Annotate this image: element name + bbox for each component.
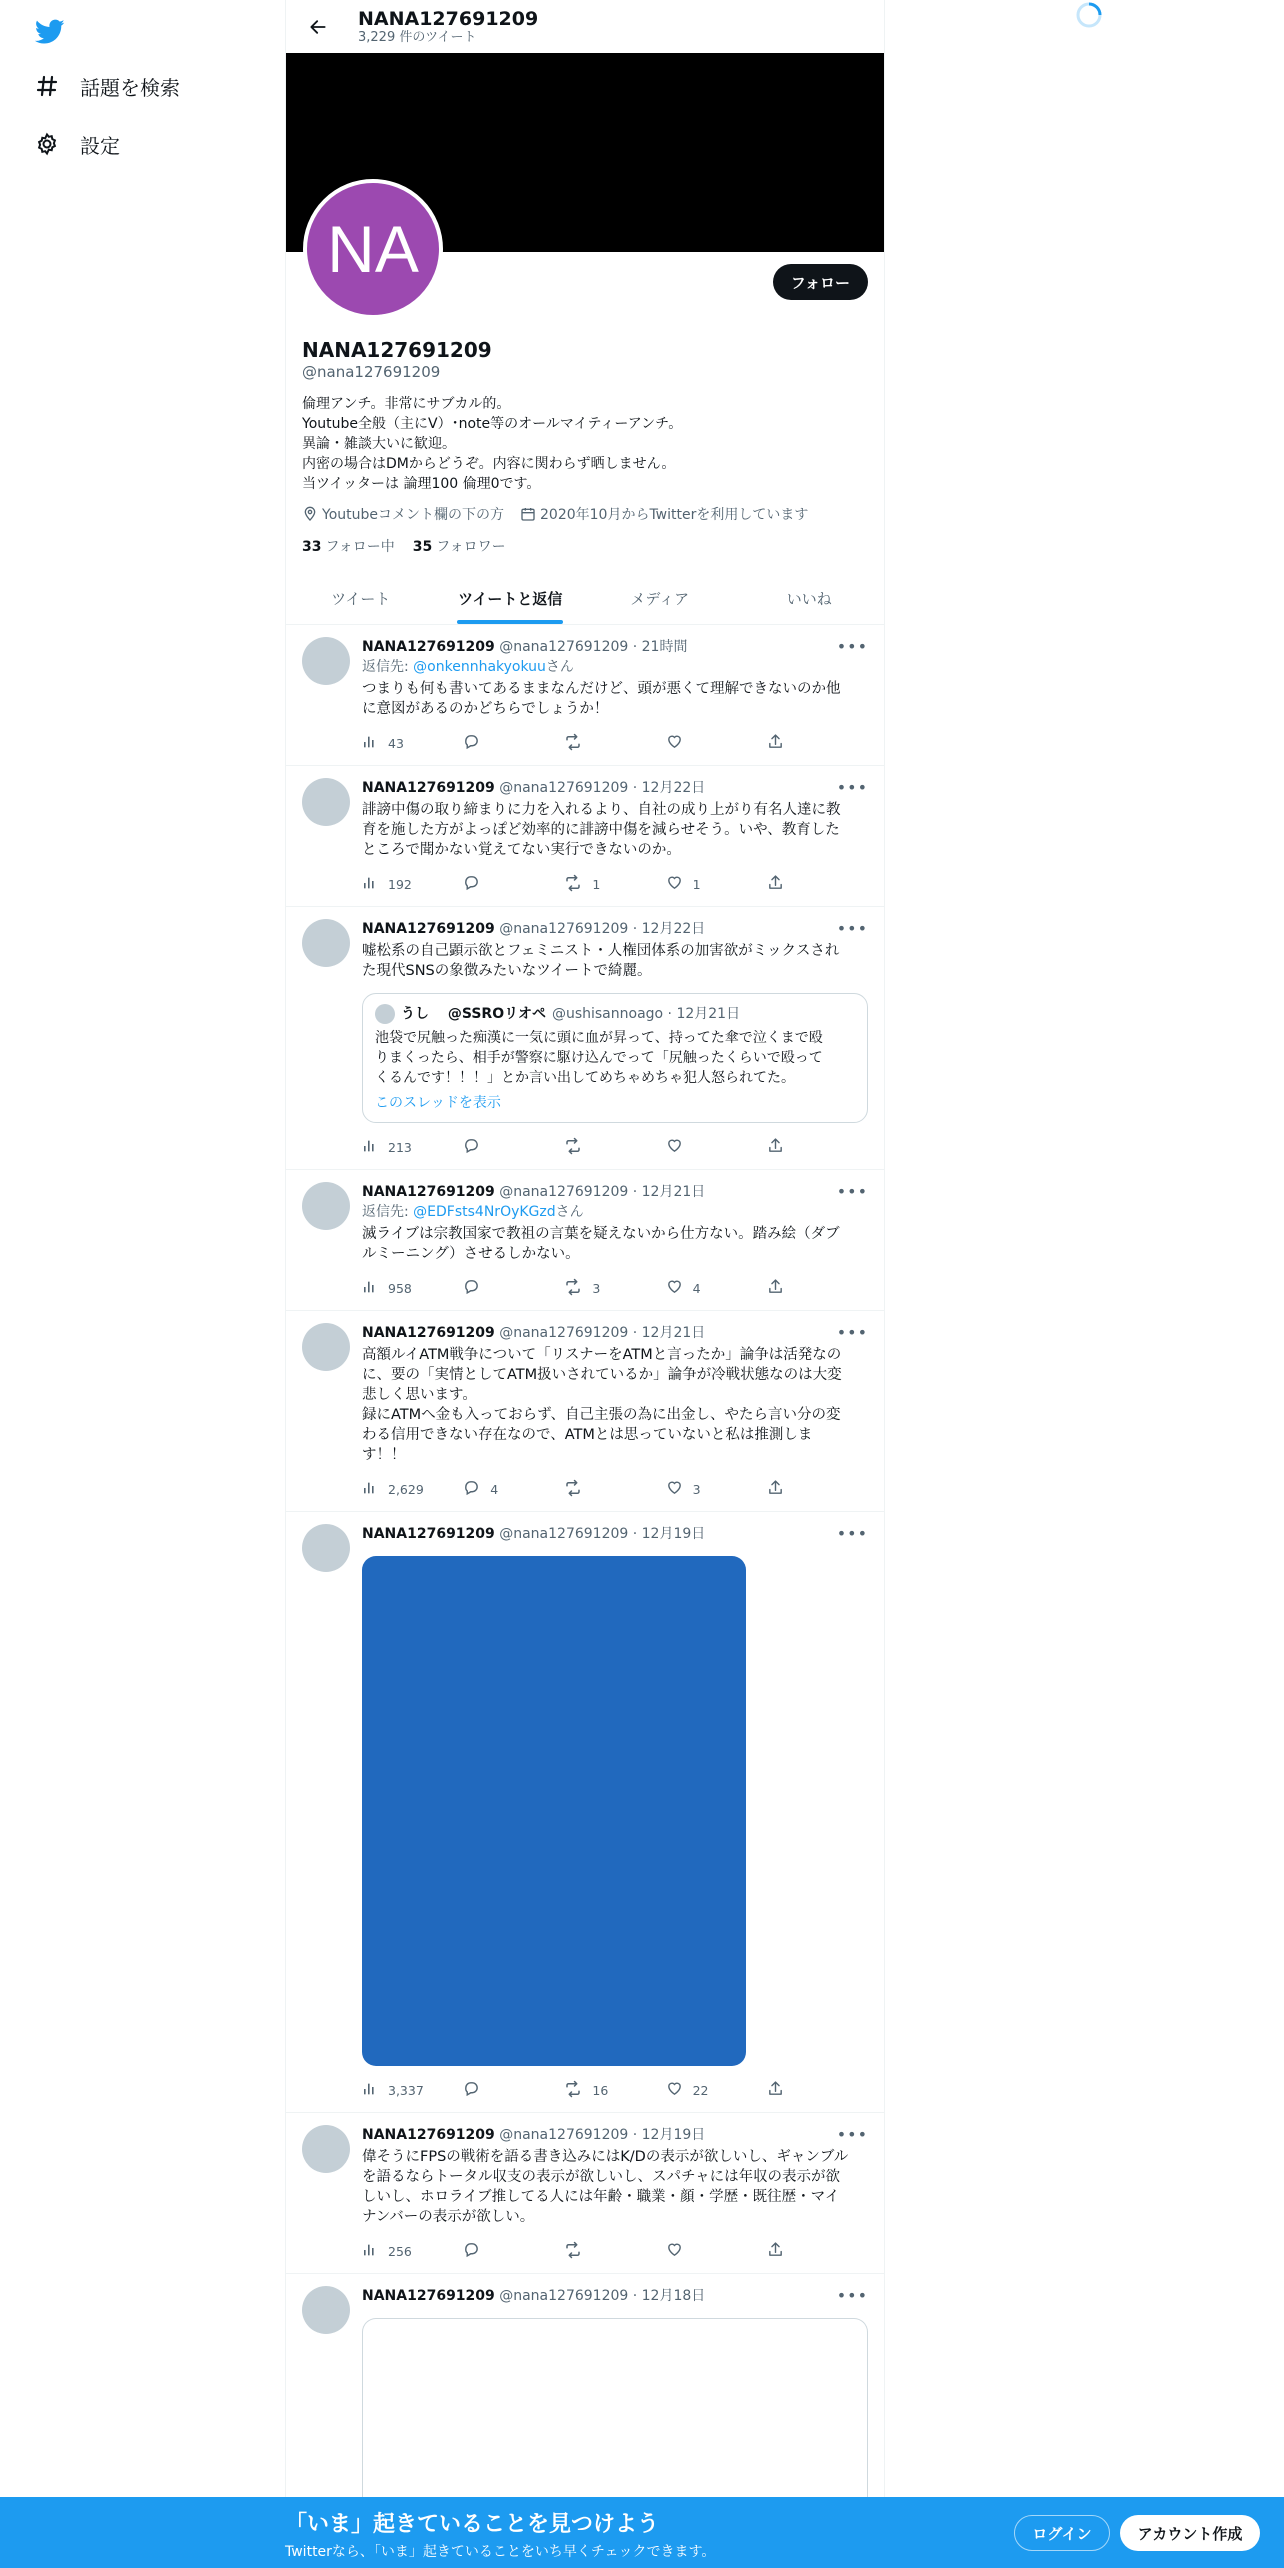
views-count: 43: [388, 735, 404, 751]
views-count: 3,337: [388, 2082, 424, 2098]
more-options-icon[interactable]: •••: [836, 919, 868, 938]
tab-likes[interactable]: いいね: [786, 589, 832, 608]
tweet-author-name[interactable]: NANA127691209: [362, 1325, 495, 1341]
tweet[interactable]: [286, 907, 884, 1170]
reply-prefix: 返信先:: [362, 1204, 414, 1220]
share-action[interactable]: [767, 733, 784, 753]
tweet-text: [362, 2147, 868, 2227]
header-name: NANA127691209: [358, 7, 539, 30]
reply-icon: [463, 1137, 480, 1157]
reply-to-link[interactable]: @onkennhakyokuu: [413, 659, 546, 675]
tweet-text-line: を語るならトータル収支の表示が欲しいし、スパチャには年収の表示が欲: [362, 2169, 841, 2185]
views-icon: [362, 1480, 378, 1499]
tweet-avatar[interactable]: [302, 2125, 350, 2173]
tweet-header: [362, 778, 868, 798]
quote-handle-time: @ushisannoago · 12月21日: [551, 1006, 741, 1022]
tweet[interactable]: [286, 2113, 884, 2274]
views-count: 213: [388, 1139, 412, 1155]
tweet-handle-time: @nana127691209 · 12月22日: [499, 780, 706, 796]
reply-icon: [463, 1278, 480, 1298]
tweet-text-line: 誹謗中傷の取り締まりに力を入れるより、自社の成り上がり有名人達に教: [362, 802, 841, 818]
share-icon: [767, 874, 784, 894]
tweet-handle-time: @nana127691209 · 21時間: [499, 639, 688, 655]
tweet-text-line: に意図があるのかどちらでしょうか！: [362, 701, 609, 717]
nav-settings[interactable]: [30, 122, 120, 166]
bio-line: Youtube全般（主にV）･note等のオールマイティーアンチ。: [302, 416, 683, 432]
tweet-text-line: す！！: [362, 1447, 406, 1463]
tab-tweets[interactable]: ツイート: [331, 589, 391, 608]
more-options-icon[interactable]: •••: [836, 1323, 868, 1342]
views-action[interactable]: [362, 2081, 463, 2100]
reply-action[interactable]: [463, 2080, 564, 2100]
gear-icon: [30, 127, 64, 161]
views-count: 958: [388, 1280, 412, 1296]
more-options-icon[interactable]: •••: [836, 778, 868, 797]
followers-label: フォロワー: [436, 539, 506, 555]
retweet-icon: [564, 1137, 582, 1158]
tweet-author-name[interactable]: NANA127691209: [362, 2288, 495, 2304]
tweet-text-line: ナンバーの表示が欲しい。: [362, 2209, 535, 2225]
retweet-icon: [564, 874, 582, 895]
profile-avatar[interactable]: NA: [303, 179, 443, 319]
views-action[interactable]: [362, 2242, 463, 2261]
more-options-icon[interactable]: •••: [836, 2286, 868, 2305]
following-label: フォロー中: [325, 539, 395, 555]
tweet-handle-time: @nana127691209 · 12月21日: [499, 1325, 706, 1341]
tweet-text-line: わる信用できない存在なので、ATMとは思っていないと私は推測しま: [362, 1427, 813, 1443]
profile-location-text: Youtubeコメント欄の下の方: [322, 507, 504, 523]
tweet-actions: [362, 2080, 868, 2100]
profile-handle: @nana127691209: [302, 363, 441, 381]
views-icon: [362, 734, 378, 753]
views-action[interactable]: [362, 1138, 463, 1157]
tweet-author-name[interactable]: NANA127691209: [362, 639, 495, 655]
reply-action[interactable]: [463, 874, 564, 894]
quote-text-line: 池袋で尻触った痴漢に一気に頭に血が昇って、持ってた傘で泣くまで殴: [375, 1030, 823, 1046]
quote-text: [375, 1028, 855, 1088]
reply-icon: [463, 2241, 480, 2261]
follow-button[interactable]: フォロー: [773, 264, 868, 300]
tweet-avatar[interactable]: [302, 1524, 350, 1572]
share-action[interactable]: [767, 2241, 784, 2261]
retweet-action[interactable]: [564, 1479, 665, 1500]
views-icon: [362, 2081, 378, 2100]
tweet-handle-time: @nana127691209 · 12月19日: [499, 2127, 706, 2143]
tweet-text-line: ルミーニング）させるしかない。: [362, 1246, 580, 1262]
views-count: 2,629: [388, 1481, 424, 1497]
show-thread-link[interactable]: このスレッドを表示: [375, 1095, 501, 1111]
tweet-header: [362, 637, 868, 657]
more-options-icon[interactable]: •••: [836, 1524, 868, 1543]
tweet-avatar[interactable]: [302, 778, 350, 826]
views-icon: [362, 1279, 378, 1298]
bio-line: 当ツイッターは 論理100 倫理0です。: [302, 476, 541, 492]
tweet[interactable]: [286, 1311, 884, 1512]
reply-action[interactable]: [463, 1278, 564, 1298]
nav-explore[interactable]: [30, 64, 180, 108]
tweet-text-line: 録にATMへ金も入っておらず、自己主張の為に出金し、やたら言い分の変: [362, 1407, 841, 1423]
retweet-icon: [564, 733, 582, 754]
like-action[interactable]: [666, 1137, 767, 1157]
retweet-action[interactable]: [564, 1278, 665, 1299]
nav-settings-label: 設定: [80, 133, 120, 158]
more-options-icon[interactable]: •••: [836, 1182, 868, 1201]
tweet-text-line: しいし、ホロライブ推してる人には年齢・職業・顔・学歴・既往歴・マイ: [362, 2189, 840, 2205]
reply-count: 4: [490, 1481, 499, 1497]
heart-icon: [666, 2080, 683, 2100]
tweet-media-card[interactable]: [362, 2318, 868, 2498]
tweet-text-line: ところで聞かない覚えてない実行できないのか。: [362, 842, 681, 858]
loading-spinner-icon: [1074, 0, 1104, 30]
tweet-text: [362, 1224, 868, 1264]
retweet-action[interactable]: [564, 874, 665, 895]
bio-line: 内密の場合はDMからどうぞ。内容に関わらず晒しません。: [302, 456, 676, 472]
reply-to-line: [362, 1202, 868, 1222]
profile-name: NANA127691209: [302, 338, 492, 362]
nav-explore-label: 話題を検索: [80, 75, 180, 100]
retweet-icon: [564, 1479, 582, 1500]
reply-icon: [463, 733, 480, 753]
share-icon: [767, 1479, 784, 1499]
tweet-text-line: 偉そうにFPSの戦術を語る書き込みにはK/Dの表示が欲しいし、ギャンブル: [362, 2149, 849, 2165]
bottom-bar-title: 「いま」起きていることを見つけよう: [285, 2512, 660, 2537]
like-action[interactable]: [666, 1479, 767, 1499]
tweet[interactable]: [286, 766, 884, 907]
heart-icon: [666, 1137, 683, 1157]
quote-author-name: うし @SSROリオペ: [401, 1006, 546, 1022]
share-action[interactable]: [767, 1278, 784, 1298]
share-icon: [767, 1137, 784, 1157]
tweet-actions: [362, 1278, 868, 1298]
share-action[interactable]: [767, 2080, 784, 2100]
heart-icon: [666, 2241, 683, 2261]
tab-tweets-replies[interactable]: ツイートと返信: [436, 572, 586, 624]
like-action[interactable]: [666, 2080, 767, 2100]
calendar-icon: [520, 506, 536, 522]
share-action[interactable]: [767, 1137, 784, 1157]
heart-icon: [666, 1278, 683, 1298]
views-icon: [362, 1138, 378, 1157]
views-icon: [362, 875, 378, 894]
more-options-icon[interactable]: •••: [836, 2125, 868, 2144]
quote-avatar: [375, 1004, 395, 1024]
tweet[interactable]: [286, 1512, 884, 2113]
signup-button[interactable]: アカウント作成: [1120, 2515, 1260, 2551]
views-count: 256: [388, 2243, 412, 2259]
tweet-text: [362, 1345, 868, 1465]
tweet-avatar[interactable]: [302, 919, 350, 967]
tweet-handle-time: @nana127691209 · 12月21日: [499, 1184, 706, 1200]
followers-count: 35: [412, 539, 433, 555]
tweet-author-name[interactable]: NANA127691209: [362, 2127, 495, 2143]
twitter-logo-icon[interactable]: [30, 12, 70, 52]
views-action[interactable]: [362, 1480, 463, 1499]
top-header: [286, 0, 884, 53]
like-count: 22: [692, 2082, 709, 2098]
heart-icon: [666, 874, 683, 894]
tweet-header: [362, 1182, 868, 1202]
share-action[interactable]: [767, 874, 784, 894]
profile-follow-counts: [302, 536, 868, 556]
share-icon: [767, 2241, 784, 2261]
heart-icon: [666, 733, 683, 753]
bio-line: 異論・雑談大いに歓迎。: [302, 436, 456, 452]
tweet[interactable]: [286, 1170, 884, 1311]
location-pin-icon: [302, 506, 318, 522]
views-count: 192: [388, 876, 412, 892]
bottom-signup-bar: [0, 2497, 1284, 2568]
tweet-actions: [362, 1137, 868, 1157]
tweet-actions: [362, 1479, 868, 1499]
tweet-author-name[interactable]: NANA127691209: [362, 780, 495, 796]
reply-prefix: 返信先:: [362, 659, 414, 675]
tweet-header: [362, 1323, 868, 1343]
reply-action[interactable]: [463, 1479, 564, 1499]
header-tweet-count: 3,229 件のツイート: [358, 29, 477, 45]
timeline: [286, 625, 884, 2511]
views-action[interactable]: [362, 875, 463, 894]
followers-link[interactable]: [413, 536, 506, 556]
tweet-handle-time: @nana127691209 · 12月19日: [499, 1526, 706, 1542]
like-count: 3: [692, 1481, 701, 1497]
profile-joined: [520, 504, 808, 524]
following-count: 33: [302, 539, 322, 555]
tweet-text: [362, 679, 868, 719]
hashtag-icon: [30, 69, 64, 103]
retweet-icon: [564, 2241, 582, 2262]
tweet-text: [362, 800, 868, 860]
reply-icon: [463, 2080, 480, 2100]
tweet-actions: [362, 874, 868, 894]
tweet-text: [362, 941, 868, 981]
login-button[interactable]: ログイン: [1014, 2515, 1110, 2551]
like-count: 1: [692, 876, 701, 892]
quote-tweet[interactable]: [362, 993, 868, 1123]
like-action[interactable]: [666, 733, 767, 753]
following-link[interactable]: [302, 536, 395, 556]
bio-line: 倫理アンチ。非常にサブカル的。: [302, 396, 511, 412]
tweet-avatar[interactable]: [302, 637, 350, 685]
share-action[interactable]: [767, 1479, 784, 1499]
profile-tabs: [286, 572, 884, 625]
retweet-action[interactable]: [564, 1137, 665, 1158]
tab-media[interactable]: メディア: [630, 589, 690, 608]
quote-text-line: くるんです！！！」とか言い出してめちゃめちゃ犯人怒られてた。: [375, 1070, 795, 1086]
profile-column: [285, 0, 885, 2568]
tweet-author-name[interactable]: NANA127691209: [362, 1526, 495, 1542]
tweet-header: [362, 2286, 868, 2306]
tweet-text-line: に、要の「実情としてATM扱いされているか」論争が冷戦状態なのは大変: [362, 1367, 842, 1383]
retweet-count: 3: [592, 1280, 601, 1296]
tweet-actions: [362, 2241, 868, 2261]
share-icon: [767, 2080, 784, 2100]
back-arrow-icon[interactable]: [300, 9, 336, 45]
profile-bio: [302, 394, 868, 494]
like-count: 4: [692, 1280, 701, 1296]
tweet-header: [362, 2125, 868, 2145]
reply-suffix: さん: [545, 659, 574, 675]
reply-to-link[interactable]: @EDFsts4NrOyKGzd: [413, 1204, 556, 1220]
tweet[interactable]: [286, 2274, 884, 2511]
tweet-text-line: た現代SNSの象徴みたいなツイートで綺麗。: [362, 963, 652, 979]
more-options-icon[interactable]: •••: [836, 637, 868, 656]
share-icon: [767, 733, 784, 753]
tweet-text-line: 悲しく思います。: [362, 1387, 477, 1403]
tweet-text-line: 育を施した方がよっぽど効率的に誹謗中傷を減らせそう。いや、教育した: [362, 822, 840, 838]
retweet-count: 1: [592, 876, 601, 892]
tweet-text-line: 滅ライブは宗教国家で教祖の言葉を疑えないから仕方ない。踏み絵（ダブ: [362, 1226, 840, 1242]
profile-location: [302, 504, 504, 524]
tweet[interactable]: [286, 625, 884, 766]
tweet-handle-time: @nana127691209 · 12月18日: [499, 2288, 706, 2304]
tweet-header: [362, 1524, 868, 1544]
reply-to-line: [362, 657, 868, 677]
tweet-text-line: つまりも何も書いてあるままなんだけど、頭が悪くて理解できないのか他: [362, 681, 841, 697]
profile-meta: [302, 504, 868, 524]
retweet-count: 16: [592, 2082, 609, 2098]
bottom-bar-subtitle: Twitterなら、「いま」起きていることをいち早くチェックできます。: [285, 2544, 716, 2560]
quote-text-line: りまくったら、相手が警察に駆け込んでって「尻触ったくらいで殴って: [375, 1050, 823, 1066]
retweet-action[interactable]: [564, 733, 665, 754]
reply-action[interactable]: [463, 733, 564, 753]
tweet-header: [362, 919, 868, 939]
views-action[interactable]: [362, 734, 463, 753]
like-action[interactable]: [666, 1278, 767, 1298]
reply-icon: [463, 1479, 480, 1499]
tweet-handle-time: @nana127691209 · 12月22日: [499, 921, 706, 937]
retweet-icon: [564, 1278, 582, 1299]
tweet-avatar[interactable]: [302, 2286, 350, 2334]
retweet-icon: [564, 2080, 582, 2101]
heart-icon: [666, 1479, 683, 1499]
reply-action[interactable]: [463, 1137, 564, 1157]
like-action[interactable]: [666, 874, 767, 894]
tweet-avatar[interactable]: [302, 1323, 350, 1371]
left-sidebar: [0, 0, 285, 2568]
tweet-text-line: 高額ルイATM戦争について「リスナーをATMと言ったか」論争は活発なの: [362, 1347, 842, 1363]
views-action[interactable]: [362, 1279, 463, 1298]
tweet-media-image[interactable]: [362, 1556, 746, 2066]
tweet-avatar[interactable]: [302, 1182, 350, 1230]
retweet-action[interactable]: [564, 2241, 665, 2262]
retweet-action[interactable]: [564, 2080, 665, 2101]
views-icon: [362, 2242, 378, 2261]
tweet-author-name[interactable]: NANA127691209: [362, 1184, 495, 1200]
tweet-actions: [362, 733, 868, 753]
reply-icon: [463, 874, 480, 894]
quote-header: [375, 1004, 855, 1024]
tweet-text-line: 嘘松系の自己顕示欲とフェミニスト・人権団体系の加害欲がミックスされ: [362, 943, 840, 959]
reply-action[interactable]: [463, 2241, 564, 2261]
like-action[interactable]: [666, 2241, 767, 2261]
tweet-author-name[interactable]: NANA127691209: [362, 921, 495, 937]
profile-joined-text: 2020年10月からTwitterを利用しています: [540, 507, 809, 523]
reply-suffix: さん: [555, 1204, 584, 1220]
share-icon: [767, 1278, 784, 1298]
